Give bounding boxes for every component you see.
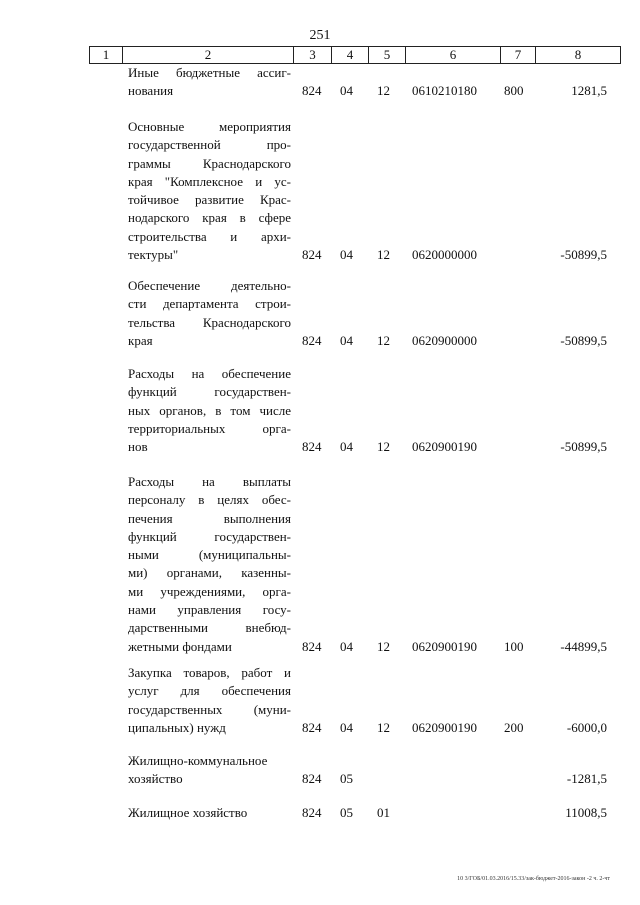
cell-c3: 824	[302, 83, 322, 99]
description-line: персоналу в целях обес-	[128, 492, 291, 508]
description-line: Иные бюджетные ассиг-	[128, 65, 291, 80]
description-line: граммы Краснодарского	[128, 155, 291, 171]
cell-c5: 12	[377, 83, 390, 99]
description-line: нодарского края в сфере	[128, 210, 291, 226]
cell-c8: 11008,5	[565, 805, 607, 820]
description-line: края	[128, 332, 153, 348]
description-line: услуг для обеспечения	[128, 683, 291, 699]
cell-c4: 04	[340, 332, 353, 348]
description-line: ных органов, в том числе	[128, 402, 291, 418]
cell-c5: 12	[377, 638, 390, 654]
cell-c6: 0610210180	[412, 83, 477, 99]
cell-c5: 12	[377, 332, 390, 348]
row-description	[128, 752, 291, 789]
cell-c4: 04	[340, 719, 353, 735]
cell-c3: 824	[302, 771, 322, 787]
description-line: государственной про-	[128, 137, 291, 153]
description-line: нов	[128, 439, 148, 455]
header-col-2: 2	[123, 47, 294, 64]
cell-c5: 12	[377, 719, 390, 735]
description-line: Жилищное хозяйство	[128, 805, 248, 820]
description-line: государственных (муни-	[128, 701, 291, 717]
cell-c7: 800	[504, 83, 524, 99]
description-line: Расходы на обеспечение	[128, 366, 291, 381]
row-description	[128, 118, 291, 264]
description-line: функций государствен-	[128, 384, 291, 400]
cell-c8: -50899,5	[560, 247, 607, 263]
cell-c4: 04	[340, 247, 353, 263]
column-header-table	[89, 46, 621, 64]
row-description	[128, 277, 291, 350]
cell-c8: 1281,5	[571, 83, 607, 99]
cell-c8: -1281,5	[566, 771, 607, 787]
cell-c5: 12	[377, 247, 390, 263]
description-line: ми учреждениями, орга-	[128, 583, 291, 599]
cell-c6: 0620900190	[412, 719, 477, 735]
cell-c6: 0620900190	[412, 439, 477, 455]
cell-c8: -50899,5	[560, 439, 607, 455]
cell-c3: 824	[302, 805, 322, 820]
description-line: края "Комплексное и ус-	[128, 173, 291, 189]
cell-c4: 04	[340, 83, 353, 99]
row-description	[128, 64, 291, 101]
description-line: Расходы на выплаты	[128, 474, 291, 489]
description-line: дарственными внебюд-	[128, 620, 291, 636]
cell-c8: -6000,0	[566, 719, 607, 735]
row-description	[128, 365, 291, 456]
cell-c3: 824	[302, 439, 322, 455]
description-line: Жилищно-коммунальное	[128, 753, 268, 768]
header-col-4: 4	[332, 47, 369, 64]
header-col-7: 7	[501, 47, 536, 64]
description-line: нования	[128, 83, 174, 99]
row-description	[128, 804, 291, 822]
description-line: нами управления госу-	[128, 602, 291, 618]
header-col-1: 1	[90, 47, 123, 64]
footer-code: 10 3/ГОБ/01.03.2016/15.33/зак-бюджет-2016-закон -2 ч. 2-чт	[457, 876, 610, 882]
cell-c6: 0620900000	[412, 332, 477, 348]
row-description	[128, 473, 291, 656]
description-line: сти департамента строи-	[128, 296, 291, 312]
header-col-5: 5	[369, 47, 406, 64]
description-line: тектуры"	[128, 247, 179, 263]
header-col-8: 8	[536, 47, 621, 64]
cell-c5: 01	[377, 805, 390, 820]
description-line: территориальных орга-	[128, 420, 291, 436]
cell-c4: 05	[340, 805, 353, 820]
cell-c3: 824	[302, 719, 322, 735]
cell-c8: -50899,5	[560, 332, 607, 348]
cell-c7: 200	[504, 719, 524, 735]
header-col-6: 6	[406, 47, 501, 64]
cell-c4: 04	[340, 638, 353, 654]
cell-c4: 04	[340, 439, 353, 455]
row-description	[128, 664, 291, 737]
cell-c8: -44899,5	[560, 638, 607, 654]
page-number: 251	[309, 28, 331, 43]
cell-c6: 0620900190	[412, 638, 477, 654]
description-line: тельства Краснодарского	[128, 314, 291, 330]
cell-c7: 100	[504, 638, 524, 654]
description-line: функций государствен-	[128, 528, 291, 544]
description-line: печения выполнения	[128, 510, 291, 526]
description-line: ми) органами, казенны-	[128, 565, 291, 581]
description-line: ными (муниципальны-	[128, 547, 291, 563]
cell-c4: 05	[340, 771, 353, 787]
description-line: строительства и архи-	[128, 228, 291, 244]
description-line: хозяйство	[128, 771, 183, 787]
cell-c3: 824	[302, 332, 322, 348]
cell-c3: 824	[302, 247, 322, 263]
description-line: тойчивое развитие Крас-	[128, 192, 291, 208]
cell-c5: 12	[377, 439, 390, 455]
description-line: ципальных) нужд	[128, 719, 226, 735]
header-col-3: 3	[294, 47, 332, 64]
cell-c6: 0620000000	[412, 247, 477, 263]
description-line: Обеспечение деятельно-	[128, 278, 291, 293]
description-line: жетными фондами	[128, 638, 232, 654]
cell-c3: 824	[302, 638, 322, 654]
description-line: Закупка товаров, работ и	[128, 665, 291, 680]
description-line: Основные мероприятия	[128, 119, 291, 134]
